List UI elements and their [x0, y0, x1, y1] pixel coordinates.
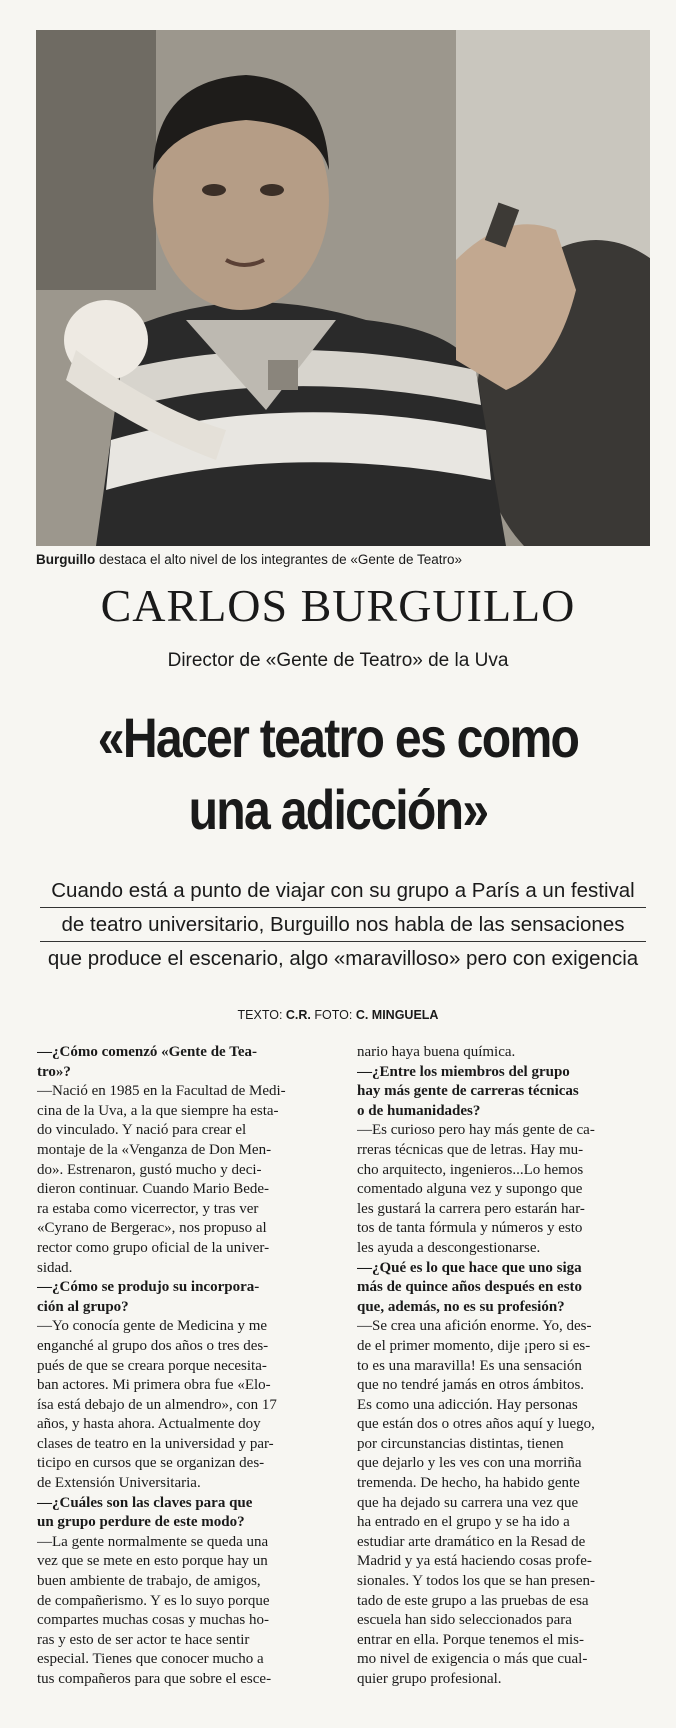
answer-line: por circunstancias distintas, tienen: [357, 1435, 564, 1452]
headline-line-2: una adicción»: [188, 778, 488, 841]
question-line: que, además, no es su profesión?: [357, 1298, 565, 1315]
answer-line: sionales. Y todos los que se han presen-: [357, 1573, 596, 1590]
photo-credit-label: FOTO:: [310, 1008, 356, 1022]
answer-line: ticipo en cursos que se organizan des-: [37, 1455, 265, 1472]
answer-line: de compañerismo. Y es lo suyo porque: [37, 1592, 270, 1609]
lead-line: Cuando está a punto de viajar con su grupo a París a un festival: [40, 874, 646, 908]
portrait-illustration: [36, 30, 650, 546]
answer-line: do». Estrenaron, gustó mucho y deci-: [37, 1161, 262, 1178]
question-line: —¿Cómo comenzó «Gente de Tea-: [37, 1044, 257, 1060]
answer-line: vez que se mete en esto porque hay un: [37, 1553, 268, 1570]
answer-line: ban actores. Mi primera obra fue «Elo-: [37, 1377, 271, 1394]
answer-line: —La gente normalmente se queda una: [37, 1533, 269, 1550]
answer-line: tos de tanta fórmula y números y esto: [357, 1220, 583, 1237]
interviewee-role: Director de «Gente de Teatro» de la Uva: [167, 650, 509, 671]
answer-line: comentado alguna vez y supongo que: [357, 1181, 583, 1198]
answer-line: de el primer momento, dije ¡pero si es-: [357, 1337, 591, 1354]
answer-line: rector como grupo oficial de la univer-: [37, 1239, 270, 1256]
photo-credit-author: C. MINGUELA: [355, 1008, 439, 1022]
headline-line-1: «Hacer teatro es como: [97, 706, 579, 769]
answer-line: «Cyrano de Bergerac», nos propuso al: [37, 1220, 267, 1237]
answer-line: ísa está debajo de un almendro», con 17: [37, 1396, 277, 1413]
answer-line: —Es curioso pero hay más gente de ca-: [357, 1122, 595, 1139]
answer-line: que ha dejado su carrera una vez que: [357, 1494, 579, 1511]
answer-line: to es una maravilla! Es una sensación: [357, 1357, 582, 1374]
answer-line: —Se crea una afición enorme. Yo, des-: [357, 1318, 592, 1335]
article-column-right: [357, 1043, 663, 1690]
answer-line: rreras técnicas que de letras. Hay mu-: [357, 1141, 584, 1158]
answer-line: sidad.: [37, 1259, 73, 1276]
answer-line: ra estaba como vicerrector, y tras ver: [37, 1200, 259, 1217]
answer-line: estudiar arte dramático en la Resad de: [357, 1533, 586, 1550]
question-line: —¿Entre los miembros del grupo: [357, 1063, 570, 1080]
answer-line: clases de teatro en la universidad y par-: [37, 1435, 274, 1452]
question-line: —¿Qué es lo que hace que uno siga: [357, 1259, 582, 1276]
question-line: —¿Cómo se produjo su incorpora-: [37, 1279, 260, 1296]
answer-line: mo nivel de exigencia o más que cual-: [357, 1651, 588, 1668]
question-line: ción al grupo?: [37, 1298, 129, 1315]
answer-line: años, y hasta ahora. Actualmente doy: [37, 1416, 261, 1433]
answer-line: escuela han sido seleccionados para: [357, 1612, 572, 1629]
answer-line: cina de la Uva, a la que siempre ha esta-: [37, 1102, 279, 1119]
interviewee-name: CARLOS BURGUILLO: [100, 580, 576, 631]
question-line: —¿Cuáles son las claves para que: [37, 1494, 253, 1511]
lead-paragraph: [40, 874, 646, 975]
question-line: más de quince años después en esto: [357, 1279, 583, 1296]
answer-line: —Yo conocía gente de Medicina y me: [37, 1318, 268, 1335]
answer-line: —Nació en 1985 en la Facultad de Medi-: [37, 1083, 286, 1100]
lead-line: que produce el escenario, algo «maravilloso» pero con exigencia: [47, 947, 639, 970]
answer-line: buen ambiente de trabajo, de amigos,: [37, 1573, 261, 1590]
byline: [0, 1006, 676, 1024]
text-credit-author: C.R.: [285, 1008, 311, 1022]
answer-line: ras y esto de ser actor te hace sentir: [37, 1631, 250, 1648]
answer-line: especial. Tienes que conocer mucho a: [37, 1651, 264, 1668]
text-credit-label: TEXTO:: [237, 1008, 286, 1022]
question-line: o de humanidades?: [357, 1102, 481, 1119]
answer-line: Madrid y ya está haciendo cosas profe-: [357, 1553, 592, 1570]
caption-subject: Burguillo: [36, 552, 96, 567]
article-column-left: [37, 1043, 343, 1690]
answer-line: que dejarlo y les ves con una morriña: [357, 1455, 582, 1472]
question-line: tro»?: [37, 1063, 71, 1080]
answer-line: compartes muchas cosas y muchas ho-: [37, 1612, 270, 1629]
answer-line: quier grupo profesional.: [357, 1671, 502, 1687]
question-line: un grupo perdure de este modo?: [37, 1514, 245, 1531]
answer-line: montaje de la «Venganza de Don Men-: [37, 1141, 272, 1158]
photo-caption: [36, 551, 656, 569]
caption-text: destaca el alto nivel de los integrantes de «Gente de Teatro»: [95, 552, 462, 567]
answer-line: que no tendré jamás en otros ámbitos.: [357, 1377, 585, 1394]
answer-line: do vinculado. Y nació para crear el: [37, 1122, 247, 1139]
answer-line: de Extensión Universitaria.: [37, 1475, 201, 1492]
answer-line: cho arquitecto, ingenieros...Lo hemos: [357, 1161, 584, 1178]
answer-line: les gustará la carrera pero estarán har-: [357, 1200, 585, 1217]
answer-line: dieron continuar. Cuando Mario Bede-: [37, 1181, 270, 1198]
portrait-photo: [36, 30, 650, 546]
question-line: hay más gente de carreras técnicas: [357, 1083, 579, 1100]
answer-line: tado de este grupo a las pruebas de esa: [357, 1592, 589, 1609]
answer-line: Es como una adicción. Hay personas: [357, 1396, 578, 1413]
answer-line: ha entrado en el grupo y se ha ido a: [357, 1514, 570, 1531]
answer-line: pués de que se creara porque necesita-: [37, 1357, 267, 1374]
answer-line: tus compañeros para que sobre el esce-: [37, 1671, 272, 1687]
answer-line: les ayuda a descongestionarse.: [357, 1239, 541, 1256]
headline: [47, 702, 628, 846]
lead-line: de teatro universitario, Burguillo nos habla de las sensaciones: [40, 908, 646, 942]
answer-line: que están dos o otres años aquí y luego,: [357, 1416, 595, 1433]
answer-line: entrar en ella. Porque tenemos el mis-: [357, 1631, 585, 1648]
answer-line: enganché al grupo dos años o tres des-: [37, 1337, 269, 1354]
answer-line: tremenda. De hecho, ha habido gente: [357, 1475, 580, 1492]
answer-line: nario haya buena química.: [357, 1044, 516, 1060]
